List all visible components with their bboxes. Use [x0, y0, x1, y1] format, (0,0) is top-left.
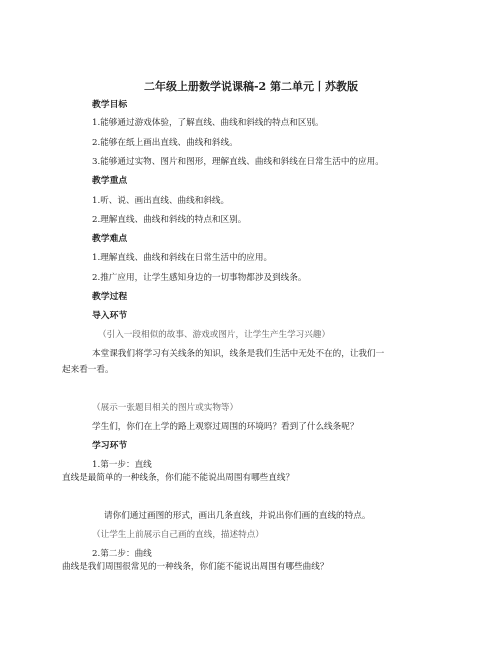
- goals-heading: 教学目标: [92, 100, 128, 110]
- document-title: 二年级上册数学说课稿-2 第二单元丨苏教版: [143, 80, 359, 93]
- key-point-item-2: 2.理解直线、曲线和斜线的特点和区别。: [92, 215, 247, 225]
- step2-title: 2.第二步：曲线: [92, 549, 152, 559]
- process-heading: 教学过程: [92, 292, 128, 302]
- intro-heading: 导入环节: [92, 311, 128, 321]
- intro-question: 学生们，你们在上学的路上观察过周围的环境吗？看到了什么线条呢？: [92, 422, 359, 432]
- learning-heading: 学习环节: [92, 441, 128, 451]
- step1-title: 1.第一步：直线: [92, 460, 152, 470]
- step1-note: （让学生上前展示自己画的直线，描述特点）: [92, 530, 264, 540]
- intro-paragraph-line-1: 本堂课我们将学习有关线条的知识，线条是我们生活中无处不在的，让我们一: [92, 349, 385, 359]
- key-points-heading: 教学重点: [92, 176, 128, 186]
- step1-task: 请你们通过画图的形式，画出几条直线，并说出你们画的直线的特点。: [104, 511, 371, 521]
- goal-item-3: 3.能够通过实物、图片和图形，理解直线、曲线和斜线在日常生活中的应用。: [92, 157, 384, 167]
- difficulties-heading: 教学难点: [92, 234, 128, 244]
- intro-paragraph-line-2: 起来看一看。: [62, 365, 114, 375]
- goal-item-1: 1.能够通过游戏体验，了解直线、曲线和斜线的特点和区别。: [92, 118, 324, 128]
- step2-description: 曲线是我们周围很常见的一种线条，你们能不能说出周围有哪些曲线？: [62, 562, 329, 572]
- key-point-item-1: 1.听、说、画出直线、曲线和斜线。: [92, 196, 230, 206]
- step1-description: 直线是最简单的一种线条，你们能不能说出周围有哪些直线？: [62, 473, 295, 483]
- goal-item-2: 2.能够在纸上画出直线、曲线和斜线。: [92, 138, 238, 148]
- difficulty-item-1: 1.理解直线、曲线和斜线在日常生活中的应用。: [92, 253, 273, 263]
- difficulty-item-2: 2.推广应用，让学生感知身边的一切事物都涉及到线条。: [92, 273, 307, 283]
- intro-note: （引入一段相似的故事、游戏或图片，让学生产生学习兴趣）: [98, 330, 331, 340]
- image-note: （展示一张题目相关的图片或实物等）: [92, 403, 239, 413]
